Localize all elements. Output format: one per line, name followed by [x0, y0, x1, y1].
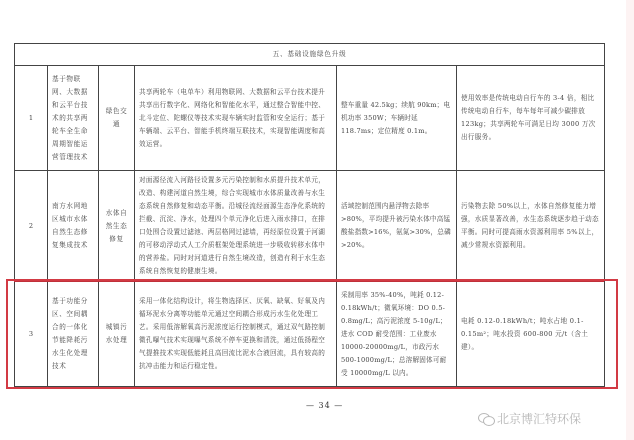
- section-title: 五、基础设施绿色升级: [15, 44, 605, 66]
- row-number: 2: [15, 171, 48, 282]
- wechat-icon: [478, 413, 494, 425]
- category: 水体自然生态修复: [99, 171, 135, 282]
- watermark-text: 北京博汇特环保: [497, 412, 582, 426]
- effect: 使用效率是传统电动自行车的 3-4 倍，相比传统电动自行车，每车每年可减少碳排放 123kg；共享两轮车可满足日均 3000 万次出行服务。: [457, 66, 605, 171]
- table-row: [15, 171, 605, 282]
- section-header-row: [15, 44, 605, 66]
- row-number: 1: [15, 66, 48, 171]
- page-number: — 34 —: [306, 401, 344, 410]
- description: 采用一体化结构设计，将生物选择区、厌氧、缺氧、好氧及内循环泥水分离等功能单元通过空间耦合形成污水生化处理工艺。采用低溶解氧高污泥浓度运行控制模式，通过双气路控制微孔曝气技术实现曝气系统不停车更换和清洗，通过低扬程空气提推技术实现低能耗且高回流比泥水合液回流，具有较高的抗冲击能力和运行稳定性。: [135, 282, 337, 387]
- technology-name: 基于物联网、大数据和云平台技术的共享两轮车全生命周期智能运营管理技术: [48, 66, 99, 171]
- parameters: 采制用率 35%-40%，吨耗 0.12-0.18kWh/t；微氧环境：DO 0.5-0.8mg/L；高污泥浓度 5-10g/L；进水 COD 耐受范围：工业废水 10000-20000mg/L，市政污水 500-1000mg/L；总溶解固体可耐受 10000mg/L 以内。: [337, 282, 457, 387]
- effect: 污染物去除 50%以上，水体自然修复能力增强，水质显著改善，水生态系统逐步趋于动态平衡。同时可提高雨水资源利用率 5%以上，减少常规水资源利用。: [457, 171, 605, 282]
- watermark: [478, 410, 581, 427]
- description: 共享两轮车（电单车）利用物联网、大数据和云平台技术提升共享出行数字化、网络化和智能化水平，通过整合智能中控、北斗定位、陀螺仪等技术实现车辆实时监管和安全运行；基于车辆端、云平台、智能手机终端互联技术，实现智能调度和高效运营。: [135, 66, 337, 171]
- technology-name: 基于功能分区、空间耦合的一体化节能降耗污水生化处理技术: [48, 282, 99, 387]
- effect: 电耗 0.12-0.18kWh/t；吨水占地 0.1-0.15m²；吨水投资 600-800 元/t（含土建）。: [457, 282, 605, 387]
- category: 绿色交通: [99, 66, 135, 171]
- row-divider-red: [14, 279, 604, 282]
- technology-name: 南方水网地区城市水体自然生态修复集成技术: [48, 171, 99, 282]
- page-edge: [626, 0, 634, 440]
- row-number: 3: [15, 282, 48, 387]
- parameters: 整车重量 42.5kg；续航 90km；电机功率 350W；车辆时延 118.7ms；定位精度 0.1m。: [337, 66, 457, 171]
- parameters: 活域控制范围内悬浮物去除率>80%，平均提升被污染水体中高锰酸盐指数>16%，氨氮>30%，总磷>20%。: [337, 171, 457, 282]
- category: 城镇污水处理: [99, 282, 135, 387]
- description: 对面源径流入河路径设置多元污染控制和水质提升技术单元，改造、构建河道自然生境，综合实现城市水体质量改善与水生态系统自然修复和动态平衡。沿城径流经面源生态净化系统的拦截、沉淀、净水，处理四个单元净化后进入雨水排口，在排口处围合设置过滤池、两层格网过滤墙，再经原位设置于河湖的可移动浮动式人工介质框架处理系统进一步吸收转移水体中的营养盐。同时对河道进行自然生境改造，创造有利于水生态系统自然恢复的健康生境。: [135, 171, 337, 282]
- technology-table: [14, 43, 605, 387]
- table-row: [15, 66, 605, 171]
- table-row: [15, 282, 605, 387]
